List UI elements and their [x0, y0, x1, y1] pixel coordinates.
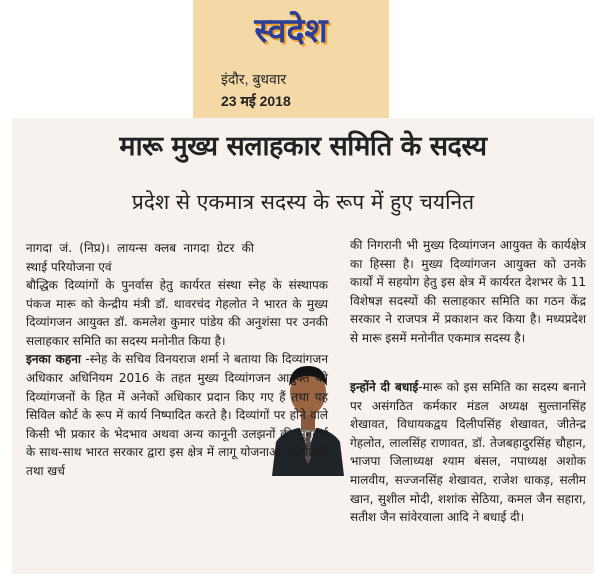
para2-text: -स्नेह के सचिव विनयराज शर्मा ने बताया कि दिव्यांगजन अधिकार अधिनियम 2016 के तहत मुख्य दिव्यांगजन आयुक्त को दिव्यांगजनों के हित में अनेकों अधिकार प्रदान किए गए हैं तथा यह सिविल कोर्ट के रूप में कार्य निष्पादित करते है। दिव्यांगों पर होने वाले किसी भी प्रकार के भेदभाव अथवा अन्य कानूनी उलझनों की सुनवाई के साथ-साथ भारत सरकार द्वारा इस क्षेत्र में लागू योजनाओं, कार्यक्रमों तथा खर्च: [26, 352, 328, 478]
para4-text: -मारू को इस समिति का सदस्य बनाने पर असंगठित कर्मकार मंडल अध्यक्ष सुल्तानसिंह शेखावत, विधायकद्वय दिलीपसिंह शेखावत, जीतेन्द्र गेहलोत, लालसिंह राणावत, डॉ. तेजबहादुरसिंह चौहान, भाजपा जिलाध्यक्ष श्याम बंसल, नपाध्यक्ष अशोक मालवीय, सज्जनसिंह शेखावत, राजेश धाकड़, सलीम खान, सुशील मोदी, शशांक सेठिया, कमल जैन सहारा, सतीश जैन सांवेरवाला आदि ने बधाई दी।: [350, 380, 586, 525]
para2: [26, 350, 328, 480]
news-clipping: [12, 118, 594, 574]
para2-lead: इनका कहना: [26, 352, 82, 367]
article-col-left: [26, 276, 328, 481]
city-day: इंदौर, बुधवार: [221, 71, 287, 87]
article-col-right-bottom: [350, 378, 586, 527]
headline: मारू मुख्य सलाहकार समिति के सदस्य: [119, 131, 487, 162]
para4: [350, 378, 586, 527]
para1-top-text: नागदा जं. (निप्र)। लायन्स क्लब नागदा ग्रेटर की स्थाई परियोजना एवं: [26, 241, 254, 274]
para4-lead: इन्होंने दी बधाई: [350, 380, 419, 394]
masthead: [193, 0, 389, 118]
subheadline: प्रदेश से एकमात्र सदस्य के रूप में हुए चयनित: [131, 190, 475, 214]
newspaper-logo: स्वदेश: [254, 11, 328, 51]
article-para1-top: [26, 239, 254, 276]
edition-date: 23 मई 2018: [221, 93, 291, 109]
para1-rest-text: बौद्धिक दिव्यांगों के पुनर्वास हेतु कार्यरत संस्था स्नेह के संस्थापक पंकज मारू को केन्द्रीय मंत्री डॉ. थावरचंद गेहलोत ने भारत के मुख्य दिव्यांगजन आयुक्त डॉ. कमलेश कुमार पांडेय की अनुशंसा पर उनकी सलाहकार समिति का सदस्य मनोनीत किया है।: [26, 278, 328, 348]
article-col-right-top: [350, 236, 586, 348]
para3-text: की निगरानी भी मुख्य दिव्यांगजन आयुक्त के कार्यक्षेत्र का हिस्सा है। मुख्य दिव्यांगजन आयुक्त को उनके कार्यों में सहयोग हेतु इस क्षेत्र में कार्यरत देशभर के 11 विशेषज्ञ सदस्यों की सलाहकार समिति का गठन केंद्र सरकार ने राजपत्र में प्रकाशन कर किया है। मध्यप्रदेश से मारू इसमें मनोनीत एकमात्र सदस्य है।: [350, 238, 586, 345]
